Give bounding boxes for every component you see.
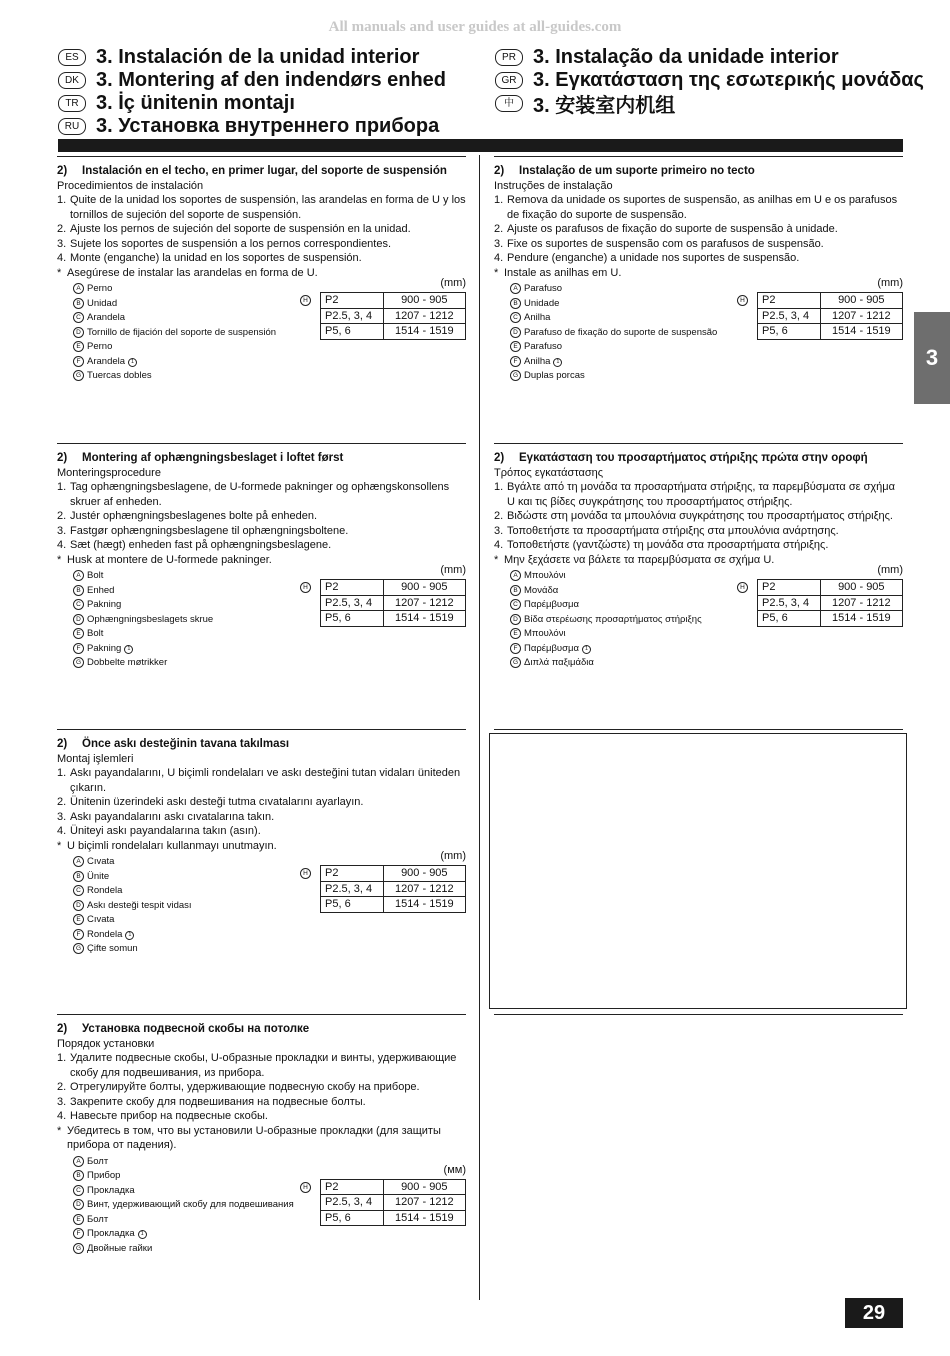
part-item: D Винт, удерживающий скобу для подвешивания <box>73 1198 466 1213</box>
step: 3. Askı payandalarını askı cıvatalarına takın. <box>57 810 275 823</box>
section-rule <box>494 729 903 730</box>
section-rule <box>494 156 903 157</box>
part-item: C Pakning <box>73 598 466 613</box>
part-item: D Βίδα στερέωσης προσαρτήματος στήριξης <box>510 613 903 628</box>
parts-block <box>57 564 466 671</box>
title-text: 3. İç ünitenin montajı <box>96 91 295 114</box>
section-title: 2) Önce askı desteğinin tavana takılması <box>57 738 290 750</box>
part-item: F Rondela 1 <box>73 928 466 943</box>
header-bar <box>58 139 903 152</box>
step: 4. Τοποθετήστε (γαντζώστε) τη μονάδα στα προσαρτήματα στήριξης. <box>494 539 829 551</box>
title-es <box>58 45 419 69</box>
step: 4. Sæt (hægt) enheden fast på ophængningsbeslagene. <box>57 539 332 551</box>
lang-badge: RU <box>58 118 86 135</box>
step: 2. Ünitenin üzerindeki askı desteği tutma cıvatalarını ayarlayın. <box>57 796 364 808</box>
part-item: D Askı desteği tespit vidası <box>73 899 466 914</box>
title-text: 3. Установка внутреннего прибора <box>96 114 440 137</box>
part-item: E Μπουλόνι <box>510 627 903 642</box>
section-title: 2) Montering af ophængningsbeslaget i loftet først <box>57 452 344 464</box>
unit-label: (mm) <box>877 277 903 289</box>
parts-block <box>494 277 903 384</box>
part-item: F Arandela 1 <box>73 355 466 370</box>
part-item: F Anilha 1 <box>510 355 903 370</box>
part-item: E Cıvata <box>73 913 466 928</box>
note: * Instale as anilhas em U. <box>494 266 622 279</box>
note: * Μην ξεχάσετε να βάλετε τα παρεμβύσματα σε σχήμα U. <box>494 553 775 566</box>
unit-label: (mm) <box>877 564 903 576</box>
step: 1. Askı payandalarını, U biçimli rondelaları ve askı desteğini tutan vidaları üniteden çıkarın. <box>57 767 461 794</box>
step: 3. Τοποθετήστε τα προσαρτήματα στήριξης στα μπουλόνια ανάρτησης. <box>494 524 839 537</box>
dimension-table: (mm) H P2 900 - 905 P2.5, 3, 4 1207 - 1212 P5, 6 1514 - 1519 <box>320 276 466 340</box>
title-ru <box>58 114 439 138</box>
section-subtitle: Procedimientos de instalación <box>57 179 204 192</box>
section-subtitle: Порядок установки <box>57 1037 155 1050</box>
section-title: 2) Instalação de um suporte primeiro no tecto <box>494 165 755 177</box>
step: 2. Βιδώστε στη μονάδα τα μπουλόνια συγκράτησης του προσαρτήματος στήριξης. <box>494 510 893 522</box>
blank-box <box>489 733 907 1009</box>
part-item: B Μονάδα <box>510 584 903 599</box>
part-item: D Parafuso de fixação do suporte de suspensão <box>510 326 903 341</box>
unit-label: (mm) <box>440 277 466 289</box>
title-dk <box>58 68 446 92</box>
part-item: C Прокладка <box>73 1184 466 1199</box>
section-title: 2) Εγκατάσταση του προσαρτήματος στήριξης πρώτα στην οροφή <box>494 452 868 464</box>
step: 1. Remova da unidade os suportes de suspensão, as anilhas em U e os parafusos de fixação do suporte de suspensão. <box>494 194 898 221</box>
note: * Убедитесь в том, что вы установили U-образные прокладки (для защиты прибора от падения). <box>57 1124 441 1151</box>
parts-block <box>57 277 466 384</box>
parts-block <box>57 1155 466 1257</box>
parts-block <box>57 850 466 957</box>
step: 1. Tag ophængningsbeslagene, de U-formede pakninger og ophængskonsollens skruer af enheden. <box>57 481 450 508</box>
part-item: A Μπουλόνι <box>510 569 903 584</box>
note: * Asegúrese de instalar las arandelas en forma de U. <box>57 266 318 279</box>
step: 4. Pendure (enganche) a unidade nos suportes de suspensão. <box>494 252 800 264</box>
marker-h: H <box>300 295 311 306</box>
unit-label: (mm) <box>440 850 466 862</box>
step: 1. Удалите подвесные скобы, U-образные прокладки и винты, удерживающие скобу для подвешивания, из прибора. <box>57 1052 457 1079</box>
title-zh <box>495 91 675 115</box>
step: 4. Üniteyi askı payandalarına takın (asın). <box>57 825 261 837</box>
part-item: B Прибор <box>73 1169 466 1184</box>
part-item: F Прокладка 1 <box>73 1227 466 1242</box>
marker-h: H <box>737 295 748 306</box>
part-item: A Cıvata <box>73 855 466 870</box>
step: 2. Justér ophængningsbeslagenes bolte på enheden. <box>57 510 318 522</box>
lang-badge: ES <box>58 49 86 66</box>
step: 2. Ajuste os parafusos de fixação do suporte de suspensão à unidade. <box>494 223 838 235</box>
dimension-table: (mm) H P2 900 - 905 P2.5, 3, 4 1207 - 1212 P5, 6 1514 - 1519 <box>320 563 466 627</box>
part-item: D Tornillo de fijación del soporte de suspensión <box>73 326 466 341</box>
part-item: F Pakning 1 <box>73 642 466 657</box>
dimension-table: (mm) H P2 900 - 905 P2.5, 3, 4 1207 - 1212 P5, 6 1514 - 1519 <box>757 276 903 340</box>
title-text: 3. Montering af den indendørs enhed <box>96 68 447 91</box>
title-tr <box>58 91 295 115</box>
step: 1. Βγάλτε από τη μονάδα τα προσαρτήματα στήριξης, τα παρεμβύσματα σε σχήμα U και τις βίδες συγκράτησης του προσαρτήματος στήριξης. <box>494 481 895 508</box>
step: 3. Sujete los soportes de suspensión a los pernos correspondientes. <box>57 237 392 250</box>
step: 2. Ajuste los pernos de sujeción del soporte de suspensión en la unidad. <box>57 223 411 235</box>
section-subtitle: Monteringsprocedure <box>57 466 161 479</box>
section-subtitle: Τρόπος εγκατάστασης <box>494 466 604 479</box>
marker-h: H <box>300 868 311 879</box>
step: 4. Навесьте прибор на подвесные скобы. <box>57 1110 268 1122</box>
part-item: G Çifte somun <box>73 942 466 957</box>
step: 3. Fixe os suportes de suspensão com os parafusos de suspensão. <box>494 237 824 250</box>
part-item: C Anilha <box>510 311 903 326</box>
part-item: G Duplas porcas <box>510 369 903 384</box>
part-item: A Parafuso <box>510 282 903 297</box>
section-title: 2) Instalación en el techo, en primer lugar, del soporte de suspensión <box>57 165 447 177</box>
marker-h: H <box>300 1182 311 1193</box>
section-rule <box>57 1014 466 1015</box>
page-number: 29 <box>845 1298 903 1328</box>
section-rule <box>494 1014 903 1015</box>
parts-block <box>494 564 903 671</box>
part-item: A Bolt <box>73 569 466 584</box>
part-item: C Παρέμβυσμα <box>510 598 903 613</box>
note: * U biçimli rondelaları kullanmayı unutmayın. <box>57 839 277 852</box>
title-text: 3. Εγκατάσταση της εσωτερικής μονάδας <box>533 68 924 91</box>
part-item: G Tuercas dobles <box>73 369 466 384</box>
lang-badge: TR <box>58 95 86 112</box>
unit-label: (mm) <box>440 564 466 576</box>
part-item: F Παρέμβυσμα 1 <box>510 642 903 657</box>
title-text: 3. Instalación de la unidad interior <box>96 45 420 68</box>
part-item: B Ünite <box>73 870 466 885</box>
step: 4. Monte (enganche) la unidad en los soportes de suspensión. <box>57 252 362 264</box>
section-subtitle: Instruções de instalação <box>494 179 613 192</box>
part-item: E Parafuso <box>510 340 903 355</box>
section-subtitle: Montaj işlemleri <box>57 752 134 765</box>
section-es <box>57 156 466 384</box>
column-divider <box>479 155 480 1300</box>
marker-h: H <box>737 582 748 593</box>
dimension-table: (mm) H P2 900 - 905 P2.5, 3, 4 1207 - 1212 P5, 6 1514 - 1519 <box>320 849 466 913</box>
step: 2. Отрегулируйте болты, удерживающие подвесную скобу на приборе. <box>57 1081 420 1093</box>
dimension-table: (mm) H P2 900 - 905 P2.5, 3, 4 1207 - 1212 P5, 6 1514 - 1519 <box>757 563 903 627</box>
dimension-table: (мм) H P2 900 - 905 P2.5, 3, 4 1207 - 1212 P5, 6 1514 - 1519 <box>320 1163 466 1227</box>
section-dk <box>57 443 466 671</box>
section-tr <box>57 729 466 957</box>
title-pr <box>495 45 839 69</box>
part-item: G Dobbelte møtrikker <box>73 656 466 671</box>
part-item: A Perno <box>73 282 466 297</box>
part-item: E Perno <box>73 340 466 355</box>
lang-badge: DK <box>58 72 86 89</box>
chapter-tab: 3 <box>914 312 950 404</box>
note: * Husk at montere de U-formede pakninger. <box>57 553 272 566</box>
watermark: All manuals and user guides at all-guides.com <box>328 19 622 35</box>
section-ru <box>57 1014 466 1256</box>
section-rule <box>57 156 466 157</box>
part-item: D Ophængningsbeslagets skrue <box>73 613 466 628</box>
step: 3. Fastgør ophængningsbeslagene til ophængningsboltene. <box>57 524 349 537</box>
section-gr <box>494 443 903 671</box>
lang-badge: GR <box>495 72 523 89</box>
title-text: 3. Instalação da unidade interior <box>533 45 839 68</box>
lang-badge: PR <box>495 49 523 66</box>
lang-badge: 中 <box>495 95 523 112</box>
section-rule <box>57 729 466 730</box>
part-item: G Διπλά παξιμάδια <box>510 656 903 671</box>
unit-label: (мм) <box>443 1163 466 1176</box>
step: 3. Закрепите скобу для подвешивания на подвесные болты. <box>57 1095 366 1108</box>
part-item: E Болт <box>73 1213 466 1228</box>
title-text: 3. 安装室内机组 <box>533 94 676 117</box>
part-item: E Bolt <box>73 627 466 642</box>
part-item: B Unidad <box>73 297 466 312</box>
marker-h: H <box>300 582 311 593</box>
part-item: B Enhed <box>73 584 466 599</box>
section-pr <box>494 156 903 384</box>
part-item: A Болт <box>73 1155 466 1170</box>
part-item: C Arandela <box>73 311 466 326</box>
part-item: C Rondela <box>73 884 466 899</box>
section-rule <box>494 443 903 444</box>
section-title: 2) Установка подвесной скобы на потолке <box>57 1023 310 1035</box>
part-item: B Unidade <box>510 297 903 312</box>
section-rule <box>57 443 466 444</box>
part-item: G Двойные гайки <box>73 1242 466 1257</box>
step: 1. Quite de la unidad los soportes de suspensión, las arandelas en forma de U y los tornillos de sujeción del soporte de suspensión. <box>57 194 466 221</box>
